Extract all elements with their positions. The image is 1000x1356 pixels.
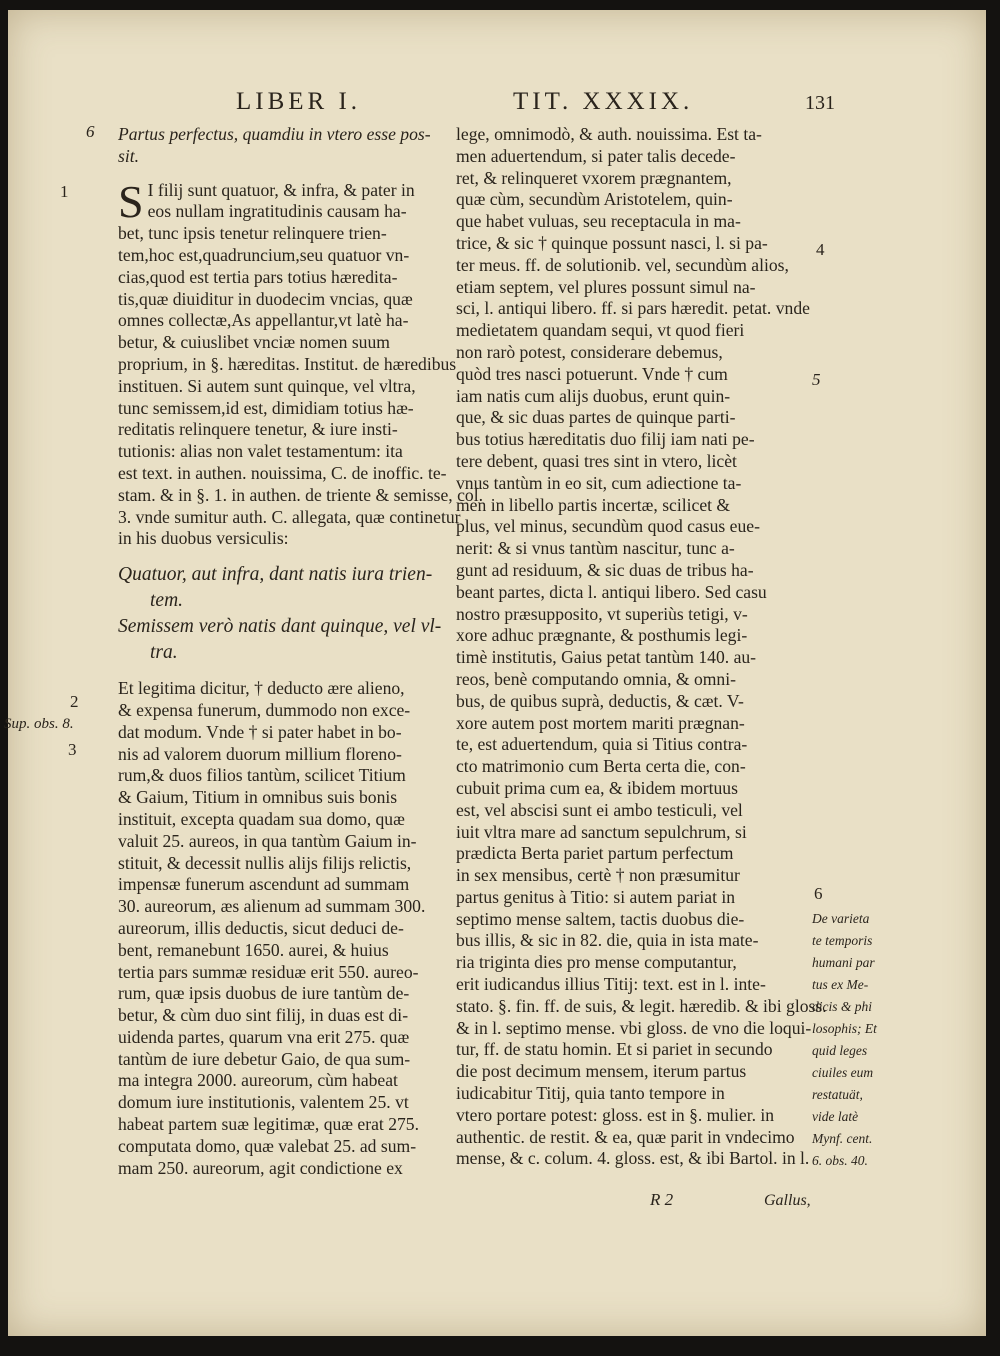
text-line: cto matrimonio cum Berta certa die, con- bbox=[456, 756, 746, 777]
text-line: reditatis relinquere tenetur, & iure insti- bbox=[118, 419, 398, 440]
text-line: impensæ funerum ascendunt ad summam bbox=[118, 874, 410, 895]
side-note-line: losophis; Et bbox=[812, 1021, 877, 1036]
text-line: beant partes, dicta l. antiqui libero. Sed casu bbox=[456, 581, 767, 602]
text-line: ter meus. ff. de solutionib. vel, secundùm alios, bbox=[456, 254, 789, 275]
text-line: gunt ad residuum, & sic duas de tribus ha- bbox=[456, 559, 754, 580]
text-line: rum, quæ ipsis duobus de iure tantùm de- bbox=[118, 983, 410, 1004]
text-line: 3. vnde sumitur auth. C. allegata, quæ continetur bbox=[118, 506, 461, 527]
side-note-line: De varieta bbox=[812, 911, 870, 926]
book-page bbox=[4, 10, 986, 1336]
text-line: die post decimum mensem, iterum partus bbox=[456, 1061, 747, 1082]
text-line: iudicabitur Titij, quia tanto tempore in bbox=[456, 1083, 725, 1104]
side-note bbox=[812, 908, 902, 1172]
header-book: LIBER I. bbox=[236, 88, 362, 115]
text-line: cias,quod est tertia pars totius hæredita- bbox=[118, 266, 398, 287]
side-note-line: quid leges bbox=[812, 1043, 868, 1058]
text-line: tertia pars summæ residuæ erit 550. aureo- bbox=[118, 961, 419, 982]
text-line-rest: I filij sunt quatuor, & infra, & pater in bbox=[147, 179, 415, 200]
side-note-line: humani par bbox=[812, 955, 875, 970]
text-line: septimo mense saltem, tactis duobus die- bbox=[456, 908, 745, 929]
text-line: 30. aureorum, æs alienum ad summam 300. bbox=[118, 896, 426, 917]
header-title: TIT. XXXIX. bbox=[513, 88, 694, 115]
text-line: xore adhuc prægnante, & posthumis legi- bbox=[456, 625, 748, 646]
text-line: timè institutis, Gaius petat tantùm 140. au- bbox=[456, 647, 757, 668]
margin-number-2: 2 bbox=[70, 692, 79, 711]
running-header bbox=[8, 80, 986, 120]
text-line: dat modum. Vnde † si pater habet in bo- bbox=[118, 721, 402, 742]
text-line: partus genitus à Titio: si autem pariat in bbox=[456, 886, 736, 907]
text-line: eos nullam ingratitudinis causam ha- bbox=[147, 201, 407, 222]
text-line: nis ad valorem duorum millium floreno- bbox=[118, 743, 402, 764]
text-line: aureorum, illis deductis, sicut deduci de- bbox=[118, 917, 404, 938]
text-line: omnes collectæ,As appellantur,vt latè ha- bbox=[118, 310, 409, 331]
side-note-line: te temporis bbox=[812, 933, 873, 948]
text-line: non rarò potest, considerare debemus, bbox=[456, 341, 723, 362]
text-line: sci, l. antiqui libero. ff. si pars hæredit. petat. vnde bbox=[456, 298, 810, 319]
side-note-line: tus ex Me- bbox=[812, 977, 869, 992]
text-line: ria triginta dies pro mense computantur, bbox=[456, 952, 737, 973]
text-line: instituit, excepta quadam sua domo, quæ bbox=[118, 808, 405, 829]
side-note-line: ciuiles eum bbox=[812, 1065, 874, 1080]
text-line: instituen. Si autem sunt quinque, vel vltra, bbox=[118, 375, 416, 396]
text-line: tutionis: alias non valet testamentum: ita bbox=[118, 441, 403, 462]
text-line: & in l. septimo mense. vbi gloss. de vno die loqui- bbox=[456, 1017, 812, 1038]
text-line: erit iudicandus illius Titij: text. est in l. inte- bbox=[456, 974, 766, 995]
side-note-line: dicis & phi bbox=[812, 999, 872, 1014]
side-note-line: 6. obs. 40. bbox=[812, 1153, 868, 1168]
text-line: est, vel abscisi sunt ei ambo testiculi, vel bbox=[456, 799, 743, 820]
text-line: iuit vltra mare ad sanctum sepulchrum, si bbox=[456, 821, 747, 842]
text-line: prædicta Berta pariet partum perfectum bbox=[456, 843, 734, 864]
text-line: domum iure institutionis, valentem 25. vt bbox=[118, 1092, 409, 1113]
catchword: Gallus, bbox=[764, 1192, 811, 1209]
text-line: & expensa funerum, dummodo non exce- bbox=[118, 699, 411, 720]
text-line: betur, & cùm duo sint filij, in duas est di- bbox=[118, 1005, 409, 1026]
side-note-line: Mynf. cent. bbox=[812, 1131, 873, 1146]
text-line: Quatuor, aut infra, dant natis iura trien- bbox=[118, 564, 433, 586]
text-line: mense, & c. colum. 4. gloss. est, & ibi Bartol. in l. bbox=[456, 1148, 810, 1169]
text-line: cubuit prima cum ea, & ibidem mortuus bbox=[456, 777, 738, 798]
text-line: bent, remanebunt 1650. aurei, & huius bbox=[118, 939, 389, 960]
text-line: stam. & in §. 1. in authen. de triente & semisse, col. bbox=[118, 484, 484, 505]
text-line: nostro præsupposito, vt superiùs tetigi, v- bbox=[456, 603, 748, 624]
text-line: & Gaium, Titium in omnibus suis bonis bbox=[118, 787, 398, 808]
text-line: quæ cùm, secundùm Aristotelem, quin- bbox=[456, 189, 733, 210]
text-line: ret, & relinqueret vxorem prægnantem, bbox=[456, 167, 732, 188]
text-line: bus illis, & sic in 82. die, quia in ista mate- bbox=[456, 930, 759, 951]
text-line: iam natis cum alijs duobus, erunt quin- bbox=[456, 385, 731, 406]
text-line: computata domo, quæ valebat 25. ad sum- bbox=[118, 1135, 417, 1156]
text-line: valuit 25. aureos, in qua tantùm Gaium in- bbox=[118, 830, 417, 851]
text-line: lege, omnimodò, & auth. nouissima. Est ta- bbox=[456, 124, 762, 144]
text-line: in his duobus versiculis: bbox=[118, 528, 289, 549]
right-column bbox=[456, 124, 827, 1170]
text-line: bet, tunc ipsis tenetur relinquere trien- bbox=[118, 223, 387, 244]
margin-number-4: 4 bbox=[816, 240, 825, 259]
text-line: stituit, & decessit nullis alijs filijs relictis, bbox=[118, 852, 412, 873]
text-line: Partus perfectus, quamdiu in vtero esse pos- bbox=[118, 124, 431, 144]
text-line: plus, vel minus, secundùm quod casus eue- bbox=[456, 516, 760, 537]
text-line: tantùm de iure debetur Gaio, de qua sum- bbox=[118, 1048, 411, 1069]
text-line: que, & sic duas partes de quinque parti- bbox=[456, 407, 736, 428]
text-line: medietatem quandam sequi, vt quod fieri bbox=[456, 320, 745, 341]
text-line: stato. §. fin. ff. de suis, & legit. hæredib. & ibi gloss. bbox=[456, 995, 827, 1016]
text-line bbox=[118, 666, 444, 678]
text-line: rum,& duos filios tantùm, scilicet Titium bbox=[118, 765, 406, 786]
text-line: xore autem post mortem mariti prægnan- bbox=[456, 712, 745, 733]
text-line: men aduertendum, si pater talis decede- bbox=[456, 145, 736, 166]
side-note-line: vide latè bbox=[812, 1109, 859, 1124]
text-line: uidenda partes, quarum vna erit 275. quæ bbox=[118, 1026, 410, 1047]
text-line: mam 250. aureorum, agit condictione ex bbox=[118, 1157, 403, 1178]
margin-number-3: 3 bbox=[68, 740, 77, 759]
text-line bbox=[118, 550, 444, 562]
text-line: tem,hoc est,quadruncium,seu quatuor vn- bbox=[118, 244, 410, 265]
text-line: bus, de quibus suprà, deductis, & cæt. V- bbox=[456, 690, 744, 711]
signature-mark: R 2 bbox=[650, 1190, 674, 1209]
text-line: Semissem verò natis dant quinque, vel vl- bbox=[118, 616, 442, 638]
text-line: ma integra 2000. aureorum, cùm habeat bbox=[118, 1070, 398, 1091]
text-line: men in libello partis incertæ, scilicet & bbox=[456, 494, 731, 515]
text-line: tra. bbox=[150, 642, 178, 664]
text-line: est text. in authen. nouissima, C. de inoffic. te- bbox=[118, 462, 447, 483]
text-line: in sex mensibus, certè † non præsumitur bbox=[456, 865, 740, 886]
text-line: habeat partem suæ legitimæ, quæ erat 275. bbox=[118, 1114, 419, 1135]
side-note-line: restatuät, bbox=[812, 1087, 863, 1102]
text-line: tere debent, quasi tres sint in vtero, licèt bbox=[456, 450, 737, 471]
text-line: nerit: & si vnus tantùm nascitur, tunc a- bbox=[456, 538, 735, 559]
margin-number-6b: 6 bbox=[814, 884, 823, 903]
text-line: te, est aduertendum, quia si Titius contra- bbox=[456, 734, 748, 755]
text-line: betur, & cuiuslibet vnciæ nomen suum bbox=[118, 332, 390, 353]
drop-cap: S bbox=[118, 175, 144, 227]
text-line: tur, ff. de statu homin. Et si pariet in secundo bbox=[456, 1039, 773, 1060]
margin-crossref: Sup. obs. 8. bbox=[4, 716, 74, 732]
text-line bbox=[118, 168, 444, 180]
text-line: bus totius hæreditatis duo filij iam nati pe- bbox=[456, 429, 755, 450]
page-number: 131 bbox=[805, 92, 835, 114]
text-line: quòd tres nasci potuerunt. Vnde † cum bbox=[456, 363, 728, 384]
text-line: proprium, in §. hæreditas. Institut. de hæredibus bbox=[118, 353, 457, 374]
text-line: que habet vuluas, seu receptacula in ma- bbox=[456, 211, 741, 232]
text-line: tis,quæ diuiditur in duodecim vncias, quæ bbox=[118, 288, 413, 309]
text-line: trice, & sic † quinque possunt nasci, l. si pa- bbox=[456, 232, 768, 253]
margin-number-1: 1 bbox=[60, 182, 69, 201]
text-line: tem. bbox=[150, 590, 184, 612]
margin-number-6: 6 bbox=[86, 122, 95, 141]
text-line: sit. bbox=[118, 145, 140, 166]
text-line: reos, benè computando omnia, & omni- bbox=[456, 668, 736, 689]
text-line: vnus tantùm in eo sit, cum adiectione ta- bbox=[456, 472, 742, 493]
text-line: Et legitima dicitur, † deducto ære alieno, bbox=[118, 678, 405, 699]
text-line: authentic. de restit. & ea, quæ parit in vndecimo bbox=[456, 1126, 795, 1147]
text-line: vtero portare potest: gloss. est in §. mulier. in bbox=[456, 1104, 775, 1125]
text-line: tunc semissem,id est, dimidiam totius hæ- bbox=[118, 397, 414, 418]
text-line: etiam septem, vel plures possunt simul na- bbox=[456, 276, 756, 297]
left-column bbox=[118, 124, 484, 1179]
margin-number-5: 5 bbox=[812, 370, 821, 389]
